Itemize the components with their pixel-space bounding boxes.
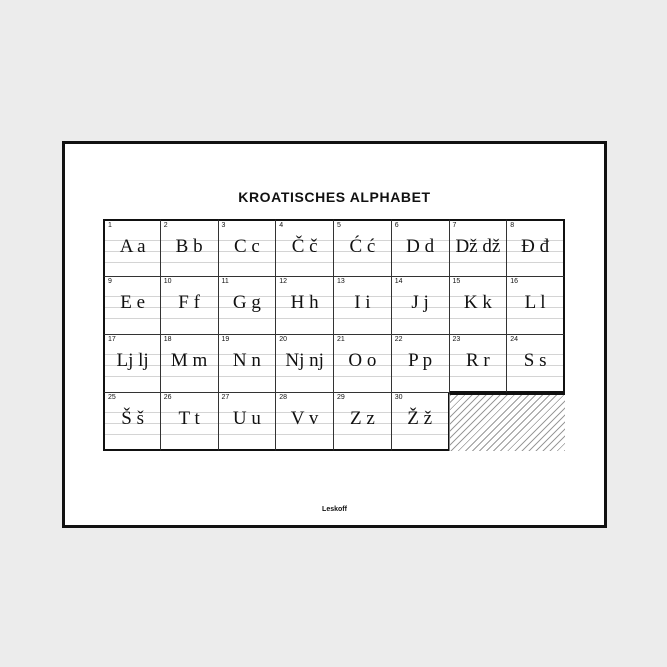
brand-label: Leskoff (322, 506, 347, 513)
letter-number: 15 (452, 278, 461, 285)
letter-glyph: Ž ž (407, 408, 433, 429)
letter-number: 23 (452, 336, 461, 343)
letter-cell (334, 393, 392, 451)
letter-cell (334, 219, 392, 277)
letter-glyph: Đ đ (521, 236, 550, 257)
alphabet-poster (62, 141, 607, 528)
letter-cell (219, 277, 277, 335)
letter-glyph: Z z (349, 408, 375, 429)
letter-cell (103, 277, 161, 335)
letter-cell (450, 277, 508, 335)
letter-glyph: G g (232, 292, 261, 313)
letter-number: 26 (163, 394, 172, 401)
letter-number: 20 (279, 336, 288, 343)
letter-glyph: Š š (121, 408, 144, 429)
letter-cell (507, 219, 565, 277)
letter-cell (219, 335, 277, 393)
letter-number: 13 (337, 278, 345, 285)
letter-number: 1 (108, 222, 112, 229)
letter-number: 17 (108, 336, 116, 343)
letter-number: 3 (221, 222, 226, 229)
letter-glyph: O o (348, 350, 377, 371)
poster-title: KROATISCHES ALPHABET (238, 189, 431, 205)
letter-number: 24 (510, 336, 519, 343)
letter-number: 7 (452, 222, 457, 229)
letter-glyph: Dž dž (455, 236, 501, 257)
letter-number: 9 (108, 278, 112, 285)
letter-number: 19 (221, 336, 230, 343)
letter-glyph: H h (290, 292, 319, 313)
letter-cell (450, 335, 508, 393)
letter-glyph: U u (232, 408, 261, 429)
letter-number: 22 (394, 336, 403, 343)
letter-number: 28 (279, 394, 288, 401)
letter-number: 5 (337, 222, 341, 229)
letter-number: 11 (221, 278, 229, 285)
letter-glyph: M m (170, 350, 208, 371)
letter-number: 30 (394, 394, 403, 401)
letter-number: 10 (163, 278, 172, 285)
letter-cell (219, 219, 277, 277)
letter-glyph: C c (233, 236, 260, 257)
letter-number: 12 (279, 278, 288, 285)
letter-cell (276, 335, 334, 393)
letter-number: 16 (510, 278, 519, 285)
letter-glyph: K k (463, 292, 492, 313)
letter-cell (161, 393, 219, 451)
letter-glyph: L l (524, 292, 546, 313)
letter-cell (276, 219, 334, 277)
letter-cell (276, 277, 334, 335)
letter-glyph: E e (120, 292, 146, 313)
letter-number: 4 (279, 222, 284, 229)
letter-glyph: Lj lj (116, 350, 149, 371)
hatched-empty-area (449, 393, 565, 451)
letter-cell (507, 335, 565, 393)
letter-cell (161, 335, 219, 393)
letter-cell (450, 219, 508, 277)
letter-glyph: A a (119, 236, 146, 257)
letter-cell (276, 393, 334, 451)
letter-glyph: D d (406, 236, 435, 257)
letter-cell (103, 335, 161, 393)
letter-glyph: V v (290, 408, 319, 429)
letter-glyph: T t (178, 408, 200, 429)
letter-number: 6 (394, 222, 399, 229)
letter-glyph: R r (466, 350, 490, 371)
letter-number: 27 (221, 394, 230, 401)
letter-number: 2 (163, 222, 168, 229)
letter-glyph: N n (232, 350, 261, 371)
letter-number: 29 (337, 394, 345, 401)
letter-glyph: I i (354, 292, 371, 313)
letter-cell (392, 219, 450, 277)
letter-cell (334, 335, 392, 393)
letter-cell (103, 393, 161, 451)
letter-glyph: Č č (291, 236, 318, 257)
letter-grid (103, 219, 565, 451)
letter-number: 14 (394, 278, 403, 285)
letter-cell (392, 335, 450, 393)
letter-number: 8 (510, 222, 515, 229)
letter-glyph: Nj nj (285, 350, 324, 371)
letter-cell (392, 277, 450, 335)
letter-number: 18 (163, 336, 172, 343)
letter-cell (334, 277, 392, 335)
letter-glyph: B b (175, 236, 203, 257)
letter-cell (219, 393, 277, 451)
letter-glyph: J j (411, 292, 429, 313)
letter-glyph: S s (523, 350, 547, 371)
letter-cell (161, 277, 219, 335)
letter-cell (103, 219, 161, 277)
letter-cell (507, 277, 565, 335)
letter-cell (161, 219, 219, 277)
letter-cell (392, 393, 450, 451)
letter-number: 21 (337, 336, 345, 343)
letter-glyph: Ć ć (349, 236, 376, 257)
letter-glyph: F f (178, 292, 200, 313)
letter-number: 25 (108, 394, 116, 401)
letter-glyph: P p (408, 350, 433, 371)
